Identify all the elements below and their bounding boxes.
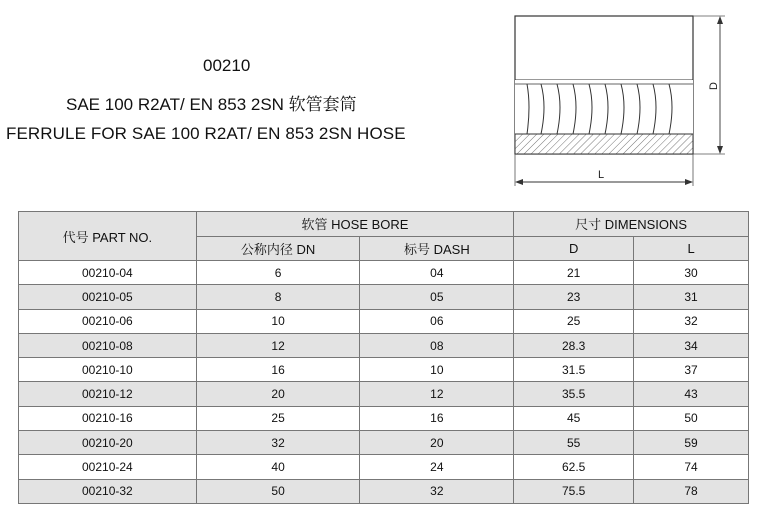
cell-d: 35.5: [514, 382, 634, 406]
dimension-l-label: L: [598, 169, 605, 181]
header-dash: 标号 DASH: [360, 236, 514, 261]
cell-d: 23: [514, 285, 634, 309]
cell-l: 74: [634, 455, 749, 479]
cell-l: 59: [634, 431, 749, 455]
cell-l: 31: [634, 285, 749, 309]
table-row: [19, 285, 749, 309]
header-l: L: [634, 236, 749, 261]
cell-dash: 08: [360, 333, 514, 357]
ferrule-drawing: [505, 10, 735, 190]
cell-d: 31.5: [514, 358, 634, 382]
title-english: FERRULE FOR SAE 100 R2AT/ EN 853 2SN HOSE: [6, 124, 406, 143]
cell-d: 45: [514, 406, 634, 430]
cell-part: 00210-12: [19, 382, 197, 406]
cell-dash: 06: [360, 309, 514, 333]
cell-part: 00210-05: [19, 285, 197, 309]
cell-dash: 10: [360, 358, 514, 382]
product-code: 00210: [203, 56, 251, 75]
table-row: [19, 261, 749, 285]
cell-d: 21: [514, 261, 634, 285]
table-row: [19, 309, 749, 333]
cell-l: 30: [634, 261, 749, 285]
cell-d: 75.5: [514, 479, 634, 503]
cell-dash: 32: [360, 479, 514, 503]
cell-part: 00210-10: [19, 358, 197, 382]
cell-dn: 40: [196, 455, 360, 479]
cell-dn: 20: [196, 382, 360, 406]
spec-table: [18, 211, 749, 504]
header-hose-bore: 软管 HOSE BORE: [196, 212, 514, 237]
cell-dn: 50: [196, 479, 360, 503]
table-row: [19, 455, 749, 479]
cell-part: 00210-20: [19, 431, 197, 455]
cell-dash: 04: [360, 261, 514, 285]
cell-l: 78: [634, 479, 749, 503]
header-part-no: 代号 PART NO.: [19, 212, 197, 261]
title-chinese: SAE 100 R2AT/ EN 853 2SN 软管套筒: [66, 95, 357, 114]
table-row: [19, 333, 749, 357]
cell-l: 32: [634, 309, 749, 333]
table-row: [19, 382, 749, 406]
cell-dn: 6: [196, 261, 360, 285]
cell-l: 43: [634, 382, 749, 406]
cell-l: 50: [634, 406, 749, 430]
cell-dash: 24: [360, 455, 514, 479]
cell-d: 25: [514, 309, 634, 333]
cell-dn: 12: [196, 333, 360, 357]
cell-d: 55: [514, 431, 634, 455]
table-row: [19, 431, 749, 455]
cell-d: 62.5: [514, 455, 634, 479]
table-row: [19, 479, 749, 503]
cell-dn: 32: [196, 431, 360, 455]
cell-part: 00210-06: [19, 309, 197, 333]
cell-dn: 25: [196, 406, 360, 430]
cell-dn: 8: [196, 285, 360, 309]
header-dn: 公称内径 DN: [196, 236, 360, 261]
cell-dash: 16: [360, 406, 514, 430]
cell-l: 37: [634, 358, 749, 382]
cell-dn: 16: [196, 358, 360, 382]
table-row: [19, 406, 749, 430]
cell-d: 28.3: [514, 333, 634, 357]
cell-part: 00210-32: [19, 479, 197, 503]
cell-dash: 20: [360, 431, 514, 455]
cell-part: 00210-04: [19, 261, 197, 285]
cell-dash: 12: [360, 382, 514, 406]
table-row: [19, 358, 749, 382]
cell-part: 00210-08: [19, 333, 197, 357]
cell-dn: 10: [196, 309, 360, 333]
header-dimensions: 尺寸 DIMENSIONS: [514, 212, 749, 237]
header-d: D: [514, 236, 634, 261]
cell-part: 00210-16: [19, 406, 197, 430]
cell-l: 34: [634, 333, 749, 357]
dimension-d-label: D: [708, 82, 720, 90]
cell-part: 00210-24: [19, 455, 197, 479]
cell-dash: 05: [360, 285, 514, 309]
